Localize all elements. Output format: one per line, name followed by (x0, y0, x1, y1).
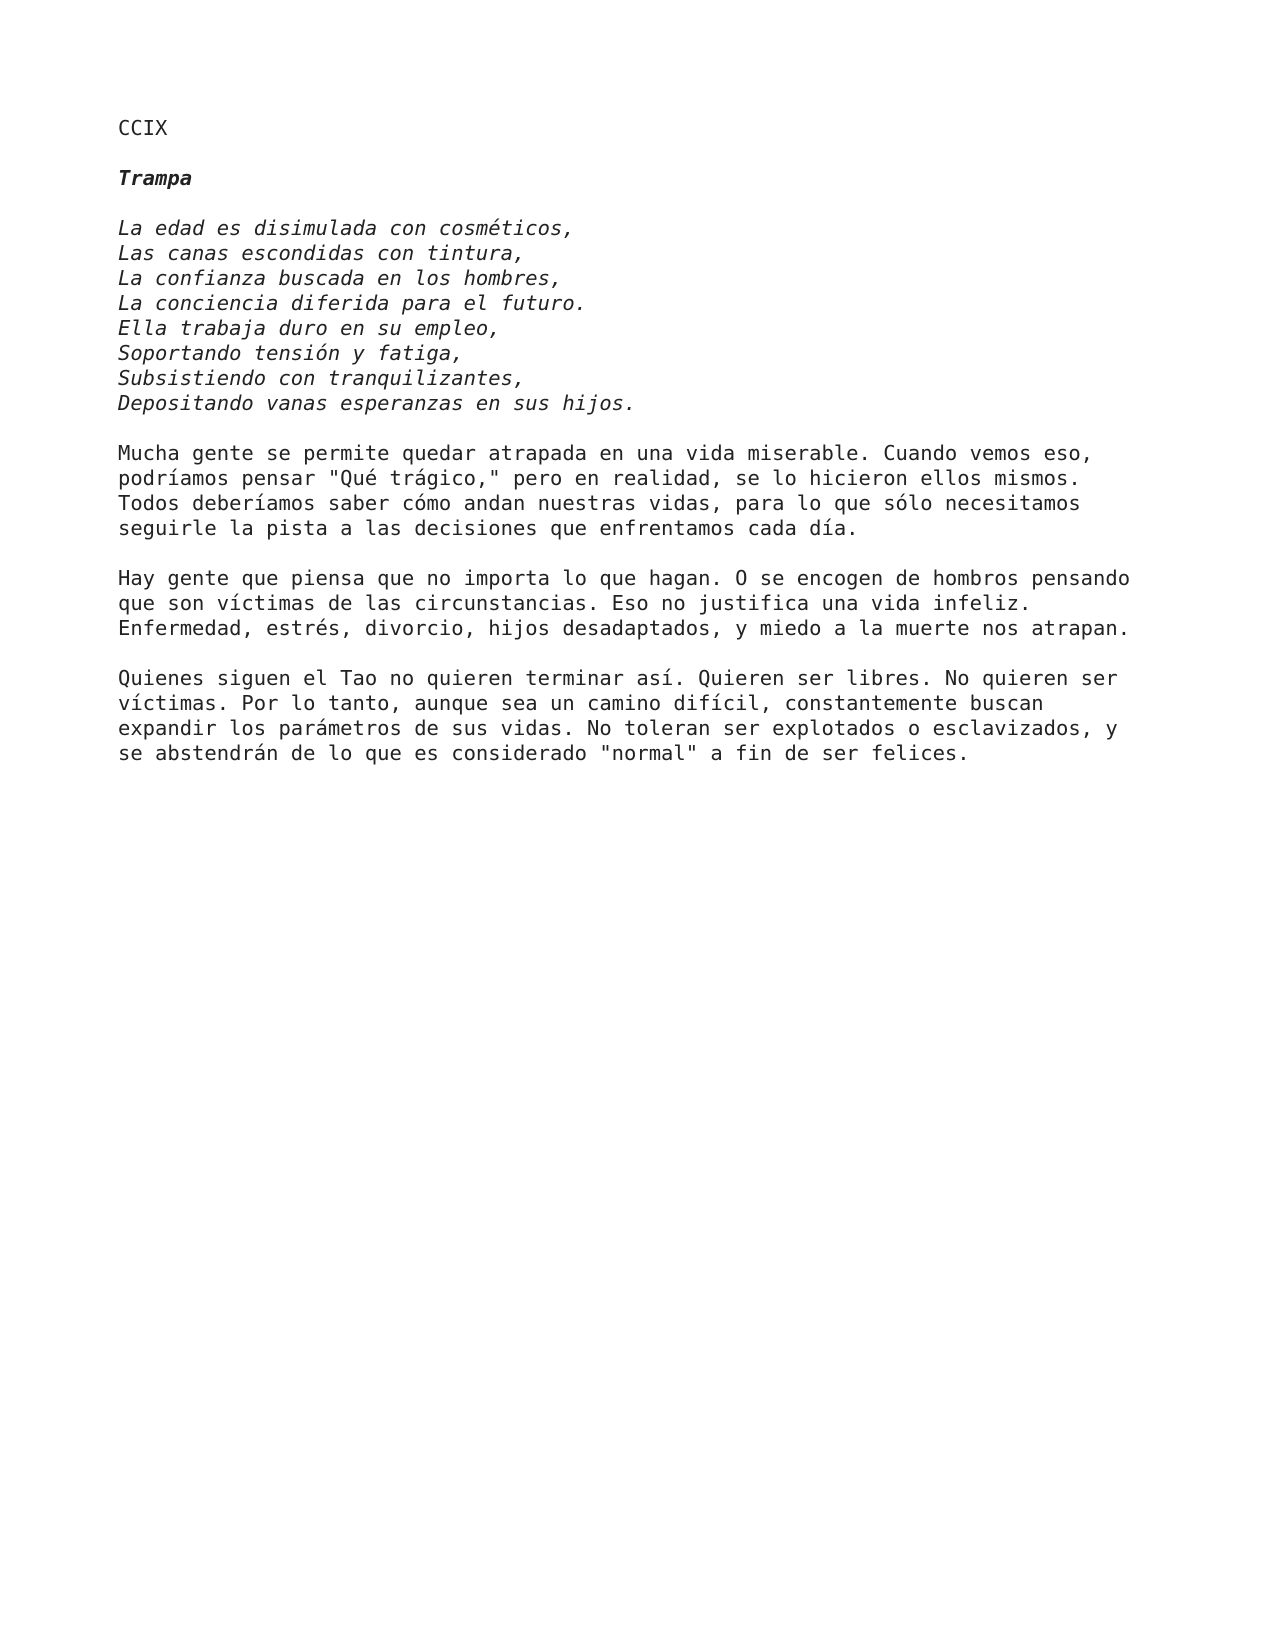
paragraph-line: que son víctimas de las circunstancias. Eso no justifica una vida infeliz. (118, 591, 1032, 615)
paragraph-line: seguirle la pista a las decisiones que enfrentamos cada día. (118, 516, 859, 540)
poem-line: Las canas escondidas con tintura, (118, 241, 526, 265)
chapter-title: Trampa (118, 166, 193, 190)
paragraph-line: Mucha gente se permite quedar atrapada en una vida miserable. Cuando vemos eso, (118, 441, 1094, 465)
paragraph-line: expandir los parámetros de sus vidas. No toleran ser explotados o esclavizados, y (118, 716, 1118, 740)
poem-line: Subsistiendo con tranquilizantes, (118, 366, 526, 390)
paragraph-2 (118, 566, 1198, 641)
poem-line: Depositando vanas esperanzas en sus hijos. (118, 391, 637, 415)
poem-line: La edad es disimulada con cosméticos, (118, 216, 575, 240)
poem-line: Ella trabaja duro en su empleo, (118, 316, 501, 340)
paragraph-line: Hay gente que piensa que no importa lo que hagan. O se encogen de hombros pensando (118, 566, 1131, 590)
paragraph-line: Quienes siguen el Tao no quieren terminar así. Quieren ser libres. No quieren ser (118, 666, 1118, 690)
poem (118, 216, 1198, 416)
poem-line: Soportando tensión y fatiga, (118, 341, 464, 365)
paragraph-line: Enfermedad, estrés, divorcio, hijos desadaptados, y miedo a la muerte nos atrapan. (118, 616, 1131, 640)
paragraph-line: Todos deberíamos saber cómo andan nuestras vidas, para lo que sólo necesitamos (118, 491, 1081, 515)
document-page (118, 116, 1198, 766)
poem-line: La confianza buscada en los hombres, (118, 266, 563, 290)
paragraph-1 (118, 441, 1198, 541)
paragraph-3 (118, 666, 1198, 766)
paragraph-line: se abstendrán de lo que es considerado "normal" a fin de ser felices. (118, 741, 970, 765)
paragraph-line: víctimas. Por lo tanto, aunque sea un camino difícil, constantemente buscan (118, 691, 1044, 715)
poem-line: La conciencia diferida para el futuro. (118, 291, 587, 315)
chapter-number: CCIX (118, 116, 168, 140)
paragraph-line: podríamos pensar "Qué trágico," pero en realidad, se lo hicieron ellos mismos. (118, 466, 1081, 490)
